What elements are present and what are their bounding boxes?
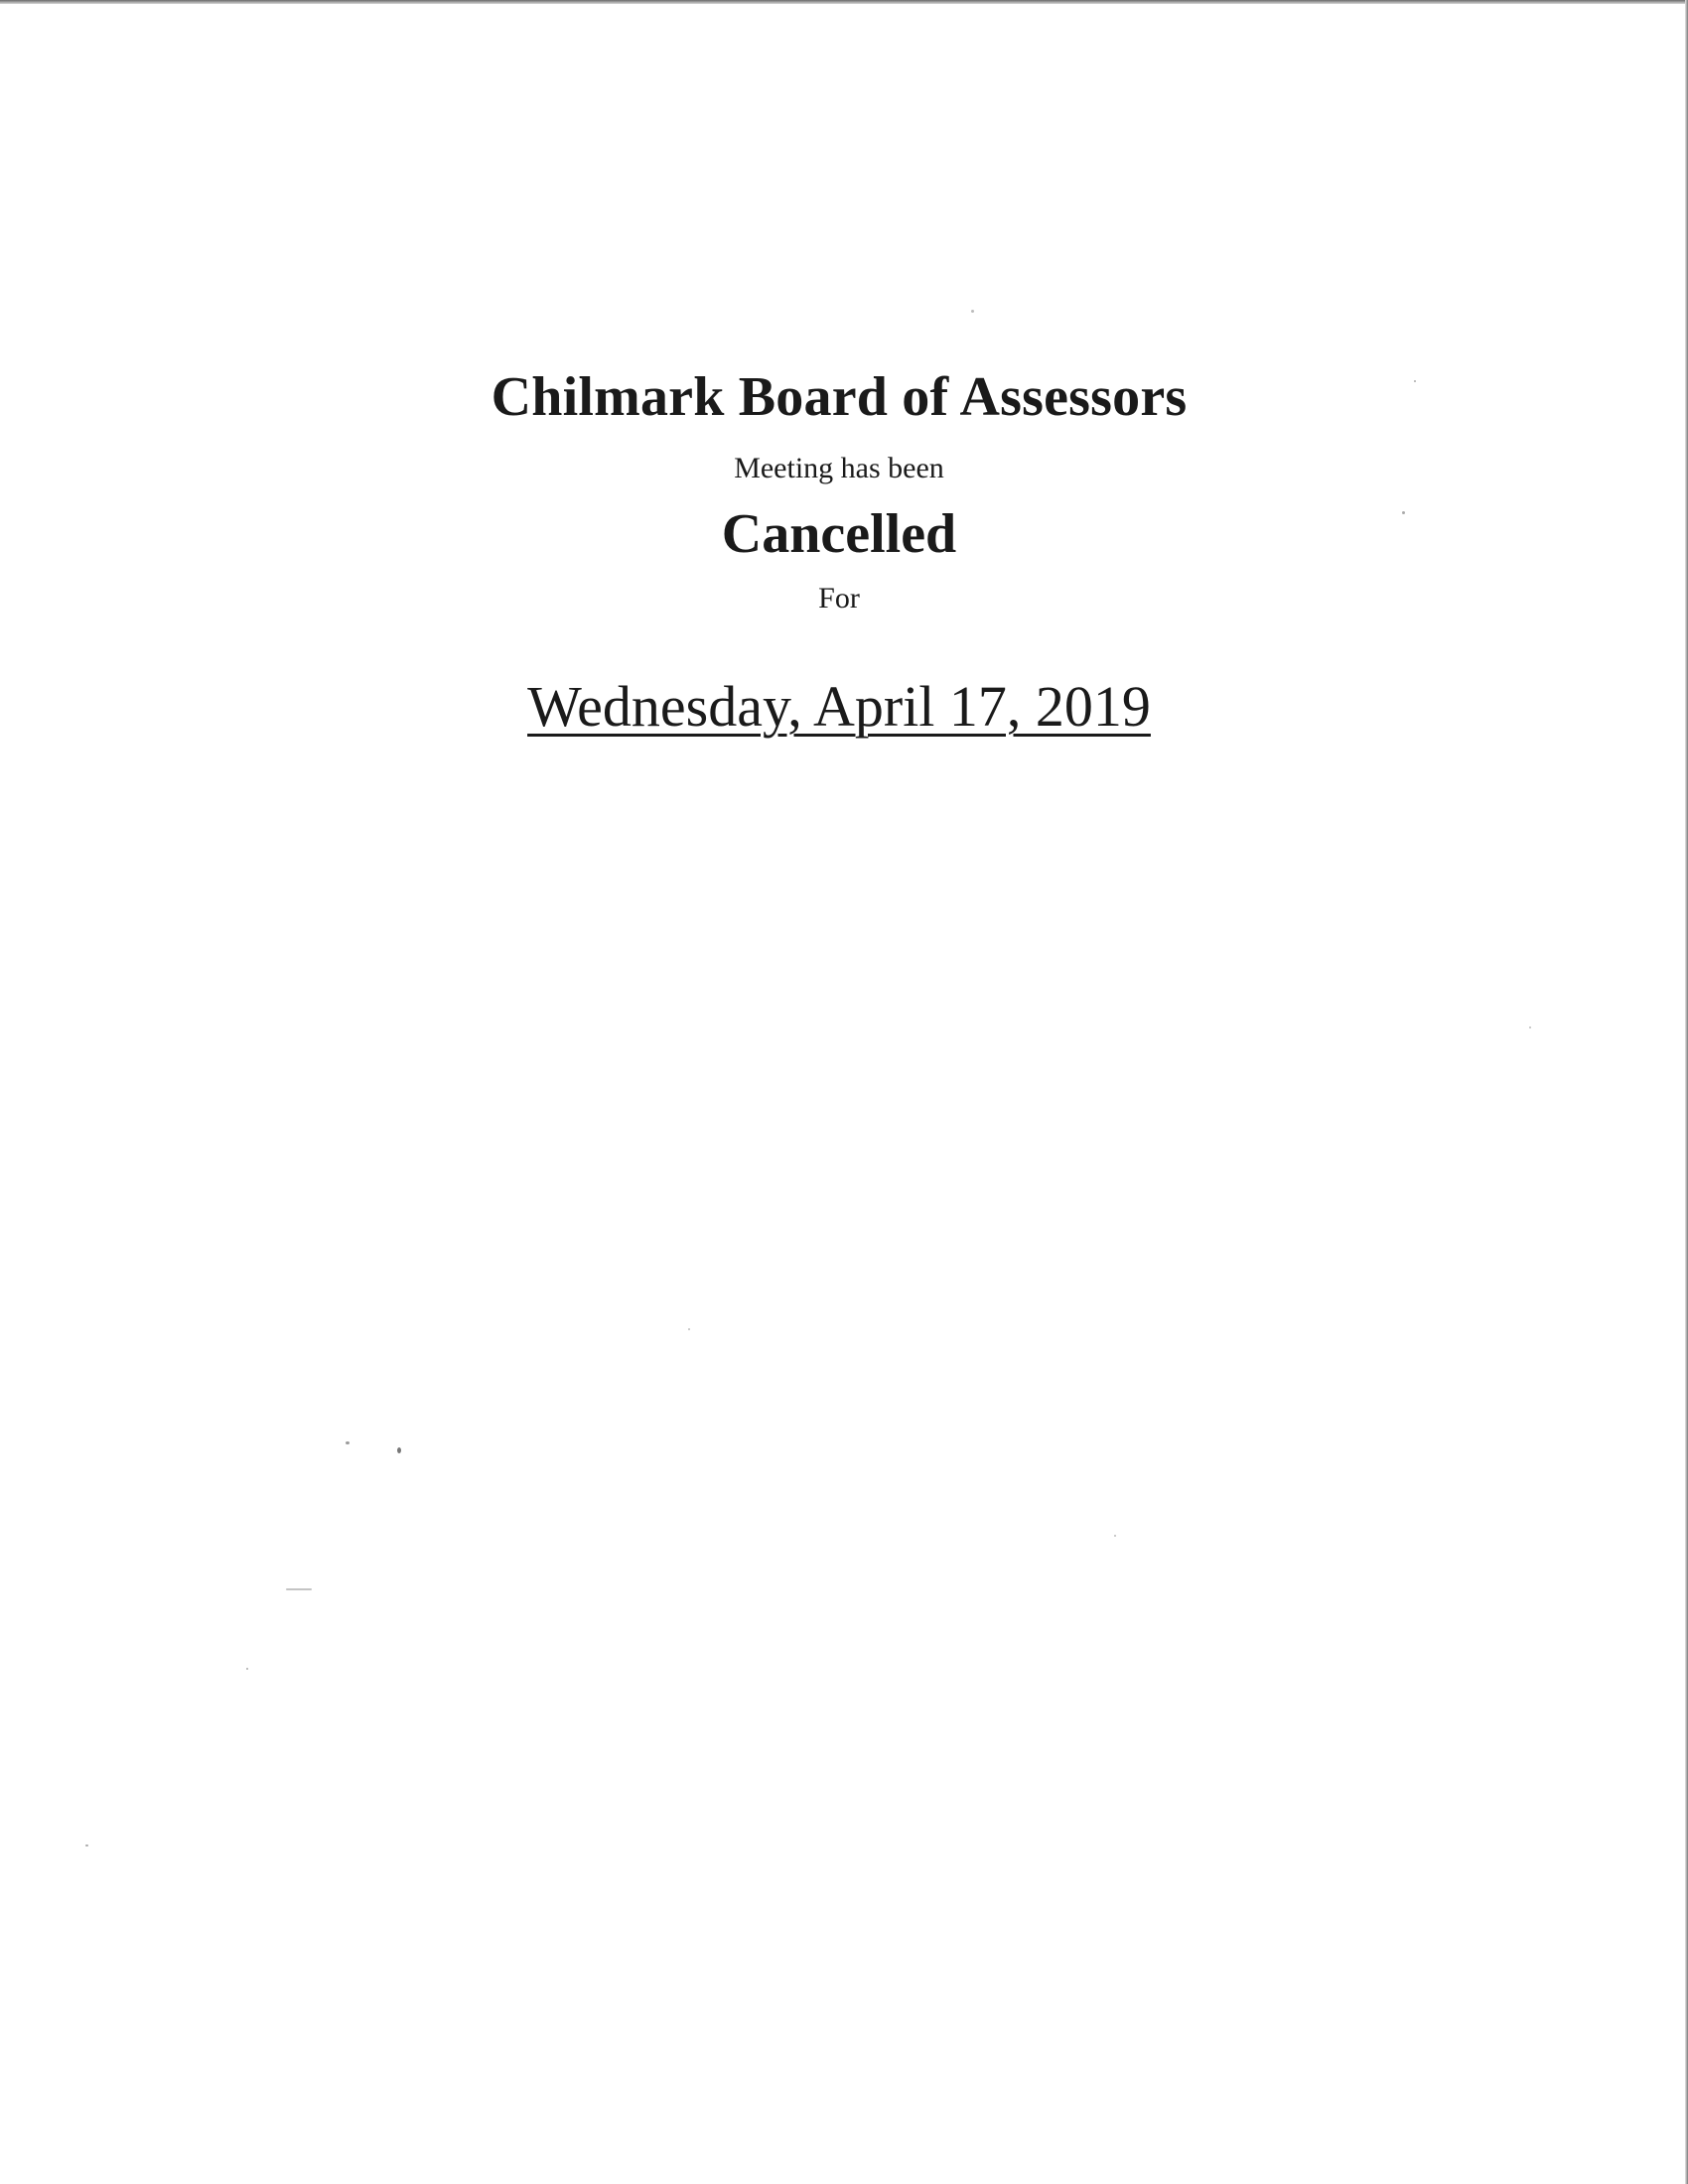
scan-speck xyxy=(397,1447,401,1453)
scan-speck xyxy=(1114,1535,1116,1537)
notice-date-text: Wednesday, April 17, 2019 xyxy=(527,674,1151,739)
notice-for-label: For xyxy=(818,582,860,614)
scan-speck xyxy=(971,310,974,313)
scan-speck xyxy=(1414,380,1416,382)
notice-date xyxy=(0,674,1678,739)
scan-speck xyxy=(1402,511,1405,514)
notice-status: Cancelled xyxy=(721,503,957,565)
scan-speck xyxy=(286,1588,312,1590)
scan-edge-top xyxy=(0,0,1688,4)
notice-subtitle: Meeting has been xyxy=(734,452,944,484)
scan-speck xyxy=(346,1441,350,1444)
notice-title: Chilmark Board of Assessors xyxy=(491,366,1188,428)
scan-speck xyxy=(1529,1026,1531,1028)
scan-speck xyxy=(688,1328,690,1330)
scan-speck xyxy=(85,1844,88,1846)
scan-speck xyxy=(246,1668,248,1670)
